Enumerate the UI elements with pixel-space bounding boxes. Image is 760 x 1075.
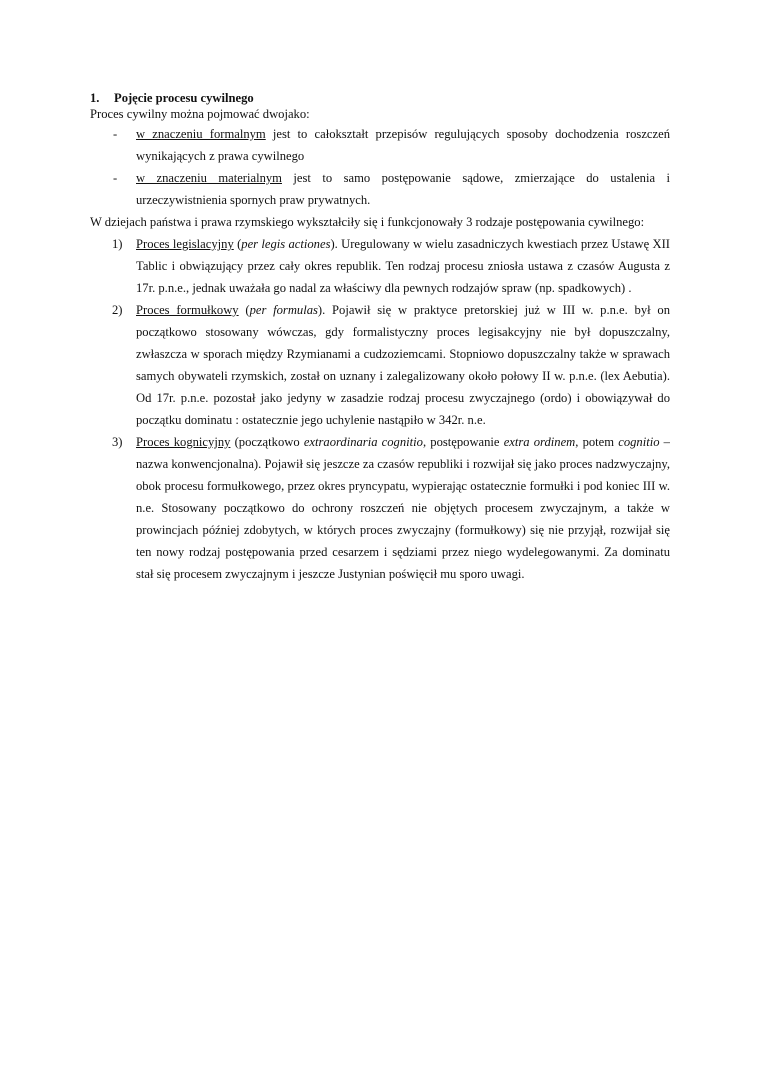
latin-term: extraordinaria cognitio bbox=[303, 435, 423, 449]
text-run: ). Uregulowany w wielu zasadniczych kwestiach przez Ustawę XII Tablic i obwiązujący przez cały okres republik. Ten rodzaj procesu zniosła ustawa z czasów Augusta z 17r. p.n.e., jednak uważała go nadal za właściwy dla pewnych rodzajów spraw (np. spadkowych) . bbox=[136, 237, 670, 295]
text-run: ( bbox=[238, 303, 250, 317]
term-material-definition: jest to samo postępowanie sądowe, zmierzające do ustalenia i urzeczywistnienia spornych praw prywatnych. bbox=[136, 171, 671, 207]
document-page bbox=[90, 90, 670, 585]
list-number: 1) bbox=[112, 237, 123, 251]
procedure-term: Proces formułkowy bbox=[136, 303, 239, 317]
list-item bbox=[90, 167, 670, 211]
term-material: w znaczeniu materialnym bbox=[136, 171, 282, 185]
list-item bbox=[90, 431, 670, 585]
types-intro-paragraph: W dziejach państwa i prawa rzymskiego wykształciły się i funkcjonowały 3 rodzaje postępowania cywilnego: bbox=[90, 215, 645, 229]
procedure-term: Proces kognicyjny bbox=[136, 435, 231, 449]
meanings-list bbox=[90, 123, 670, 211]
intro-paragraph: Proces cywilny można pojmować dwojako: bbox=[90, 107, 310, 121]
section-number: 1. bbox=[90, 91, 100, 105]
section-title: Pojęcie procesu cywilnego bbox=[114, 91, 254, 105]
section-heading bbox=[90, 90, 670, 106]
text-run: , postępowanie bbox=[422, 435, 504, 449]
latin-term: per formulas bbox=[249, 303, 318, 317]
text-run: – nazwa konwencjonalna). Pojawił się jeszcze za czasów republiki i rozwijał się jako proces nadzwyczajny, obok procesu formułkowego, przez okres pryncypatu, wypierając ostatecznie formułki i pod koniec III w. n.e. Stosowany początkowo do ochrony roszczeń nie objętych procesem zwyczajnym, a także w prowincjach później zdobytych, w których proces zwyczajny (formułkowy) się nie przyjął, rozwijał się ten nowy rodzaj postępowania przed cesarzem i sędziami przez niego wydelegowanymi. Za dominatu stał się procesem zwyczajnym i jeszcze Justynian poświęcił mu sporo uwagi. bbox=[136, 435, 670, 581]
list-item bbox=[90, 233, 670, 299]
text-run: (początkowo bbox=[230, 435, 304, 449]
list-number: 3) bbox=[112, 435, 123, 449]
text-run: ( bbox=[233, 237, 242, 251]
procedure-types-list bbox=[90, 233, 670, 585]
procedure-term: Proces legislacyjny bbox=[136, 237, 234, 251]
term-formal: w znaczeniu formalnym bbox=[136, 127, 266, 141]
dash-bullet: - bbox=[113, 127, 118, 141]
latin-term: extra ordinem bbox=[503, 435, 576, 449]
list-number: 2) bbox=[112, 303, 123, 317]
latin-term: per legis actiones bbox=[241, 237, 331, 251]
text-run: ). Pojawił się w praktyce pretorskiej już w III w. p.n.e. był on początkowo stosowany wówczas, gdy formalistyczny proces legisakcyjny nie był dopuszczalny, zwłaszcza w sporach między Rzymianami a cudzoziemcami. Stopniowo dopuszczalny także w sprawach samych obywateli rzymskich, został on uznany i zalegalizowany około połowy II w. p.n.e. (lex Aebutia). Od 17r. p.n.e. pozostał jako jedyny w zasadzie rodzaj procesu zwyczajnego (ordo) i obowiązywał do początku dominatu : ostatecznie jego uchylenie nastąpiło w 342r. n.e. bbox=[136, 303, 670, 427]
term-formal-definition: jest to całokształt przepisów regulujących sposoby dochodzenia roszczeń wynikających z prawa cywilnego bbox=[136, 127, 670, 163]
text-run: , potem bbox=[575, 435, 619, 449]
list-item bbox=[90, 123, 670, 167]
dash-bullet: - bbox=[113, 171, 118, 185]
list-item bbox=[90, 299, 670, 431]
latin-term: cognitio bbox=[618, 435, 660, 449]
